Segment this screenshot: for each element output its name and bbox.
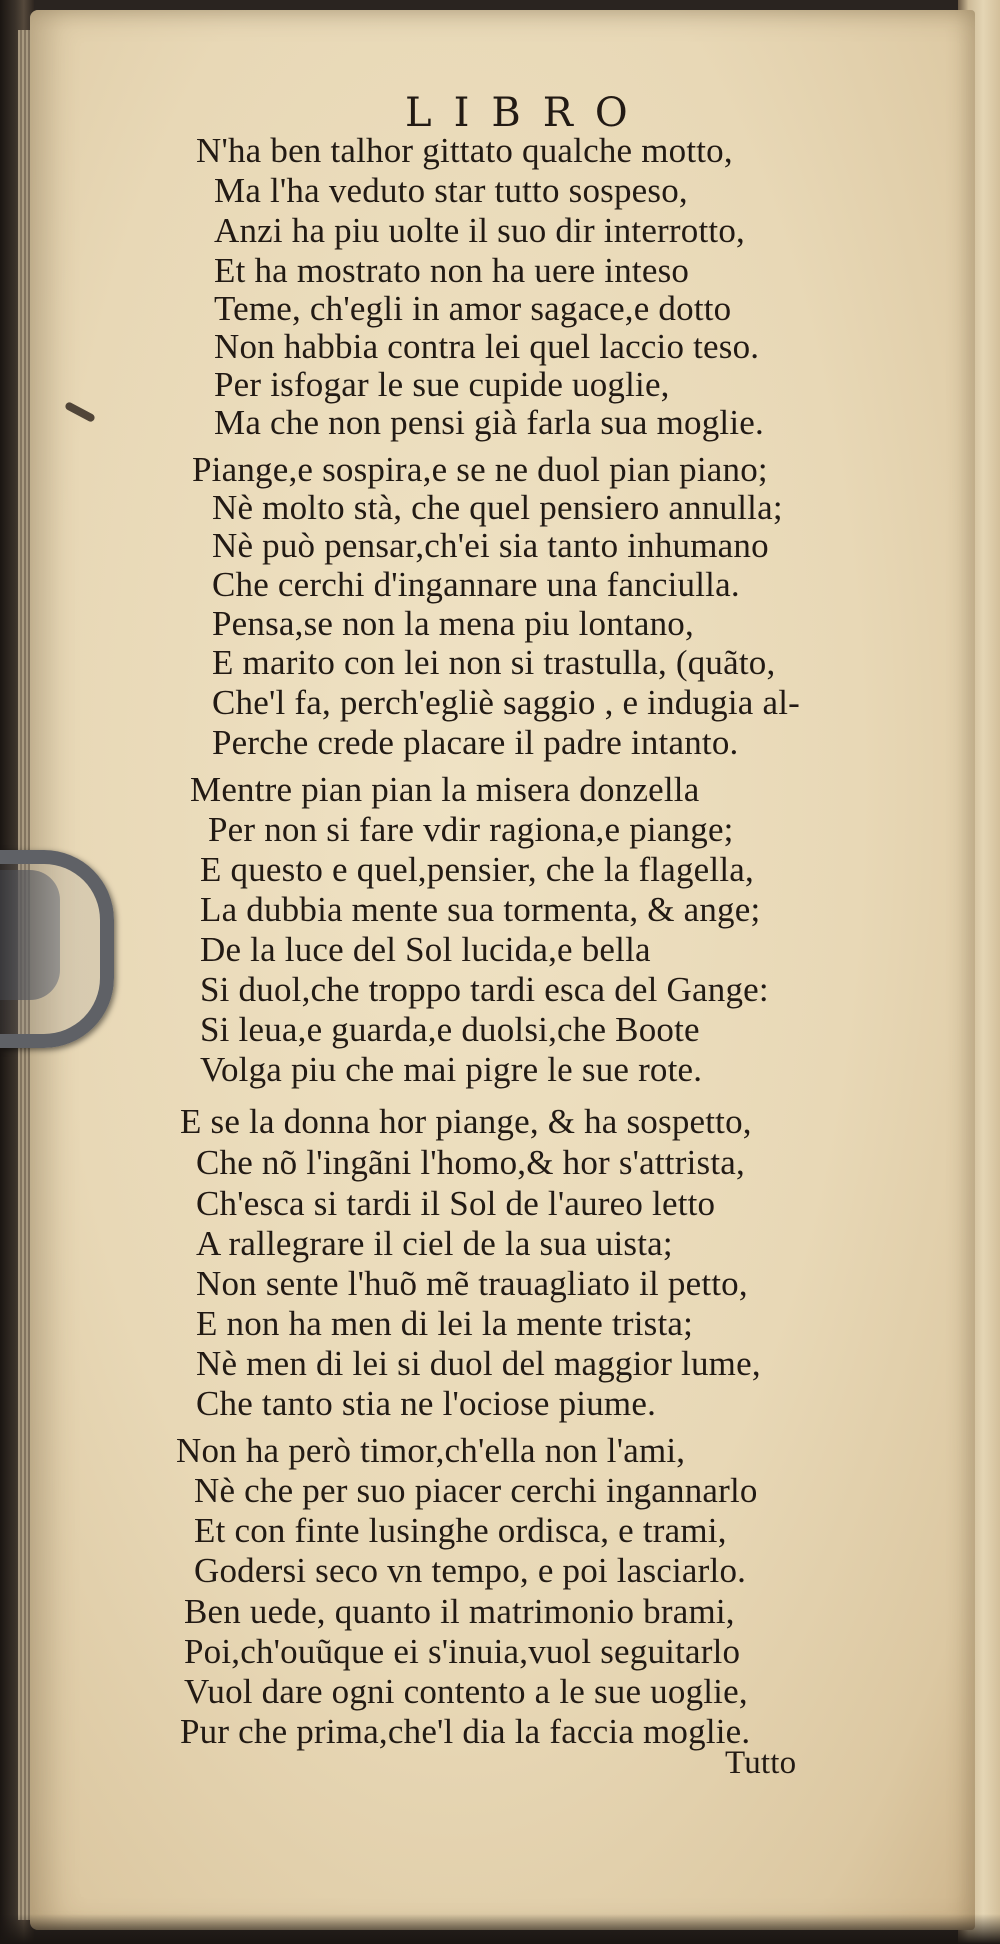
verse-line: Ma l'ha veduto star tutto sospeso,: [214, 171, 688, 210]
verse-line: Che nõ l'ingãni l'homo,& hor s'attrista,: [196, 1143, 745, 1182]
verse-line: Volga piu che mai pigre le sue rote.: [200, 1050, 703, 1089]
verse-line: Nè men di lei si duol del maggior lume,: [196, 1344, 761, 1383]
verse-line: A rallegrare il ciel de la sua uista;: [196, 1224, 673, 1263]
verse-line: N'ha ben talhor gittato qualche motto,: [196, 131, 733, 170]
verse-line: E marito con lei non si trastulla, (quãto,: [212, 643, 776, 682]
verse-line: Teme, ch'egli in amor sagace,e dotto: [214, 289, 732, 328]
verse-line: Godersi seco vn tempo, e poi lasciarlo.: [194, 1551, 747, 1590]
verse-line: Ben uede, quanto il matrimonio brami,: [184, 1592, 735, 1631]
verse-line: Perche crede placare il padre intanto.: [212, 723, 739, 762]
verse-line: Mentre pian pian la misera donzella: [190, 770, 700, 809]
verse-line: La dubbia mente sua tormenta, & ange;: [200, 890, 761, 929]
verse-line: Et ha mostrato non ha uere inteso: [214, 251, 690, 290]
verse-line: Si leua,e guarda,e duolsi,che Boote: [200, 1010, 700, 1049]
verse-line: Et con finte lusinghe ordisca, e trami,: [194, 1511, 727, 1550]
verse-line: E non ha men di lei la mente trista;: [196, 1304, 694, 1343]
verse-line: Non habbia contra lei quel laccio teso.: [214, 327, 760, 366]
catchword: Tutto: [725, 1745, 797, 1781]
verse-line: Pur che prima,che'l dia la faccia moglie.: [180, 1712, 751, 1751]
verse-line: E se la donna hor piange, & ha sospetto,: [180, 1102, 752, 1141]
verse-line: Si duol,che troppo tardi esca del Gange:: [200, 970, 769, 1009]
verse-line: Ch'esca si tardi il Sol de l'aureo letto: [196, 1184, 716, 1223]
bottom-shadow: [0, 1914, 1000, 1944]
verse-line: Non ha però timor,ch'ella non l'ami,: [176, 1431, 686, 1470]
verse-line: Nè molto stà, che quel pensiero annulla;: [212, 488, 783, 527]
running-header: LIBRO: [405, 90, 650, 136]
verse-line: Che tanto stia ne l'ociose piume.: [196, 1384, 657, 1423]
verse-line: Nè può pensar,ch'ei sia tanto inhumano: [212, 526, 769, 565]
verse-line: Anzi ha piu uolte il suo dir interrotto,: [214, 211, 745, 250]
verse-line: Nè che per suo piacer cerchi ingannarlo: [194, 1471, 758, 1510]
verse-line: Che'l fa, perch'egliè saggio , e indugia al-: [212, 683, 801, 722]
verse-line: Per non si fare vdir ragiona,e piange;: [208, 810, 734, 849]
verse-line: Vuol dare ogni contento a le sue uoglie,: [184, 1672, 748, 1711]
verse-line: Ma che non pensi già farla sua moglie.: [214, 403, 764, 442]
verse-line: Piange,e sospira,e se ne duol pian piano;: [192, 450, 768, 489]
verse-line: Non sente l'huõ mẽ trauagliato il petto,: [196, 1264, 748, 1303]
verse-line: Pensa,se non la mena piu lontano,: [212, 604, 694, 643]
verse-line: Per isfogar le sue cupide uoglie,: [214, 365, 670, 404]
verse-line: E questo e quel,pensier, che la flagella,: [200, 850, 754, 889]
verse-line: Poi,ch'ouũque ei s'inuia,vuol seguitarlo: [184, 1632, 741, 1671]
verse-line: De la luce del Sol lucida,e bella: [200, 930, 651, 969]
verse-line: Che cerchi d'ingannare una fanciulla.: [212, 565, 740, 604]
